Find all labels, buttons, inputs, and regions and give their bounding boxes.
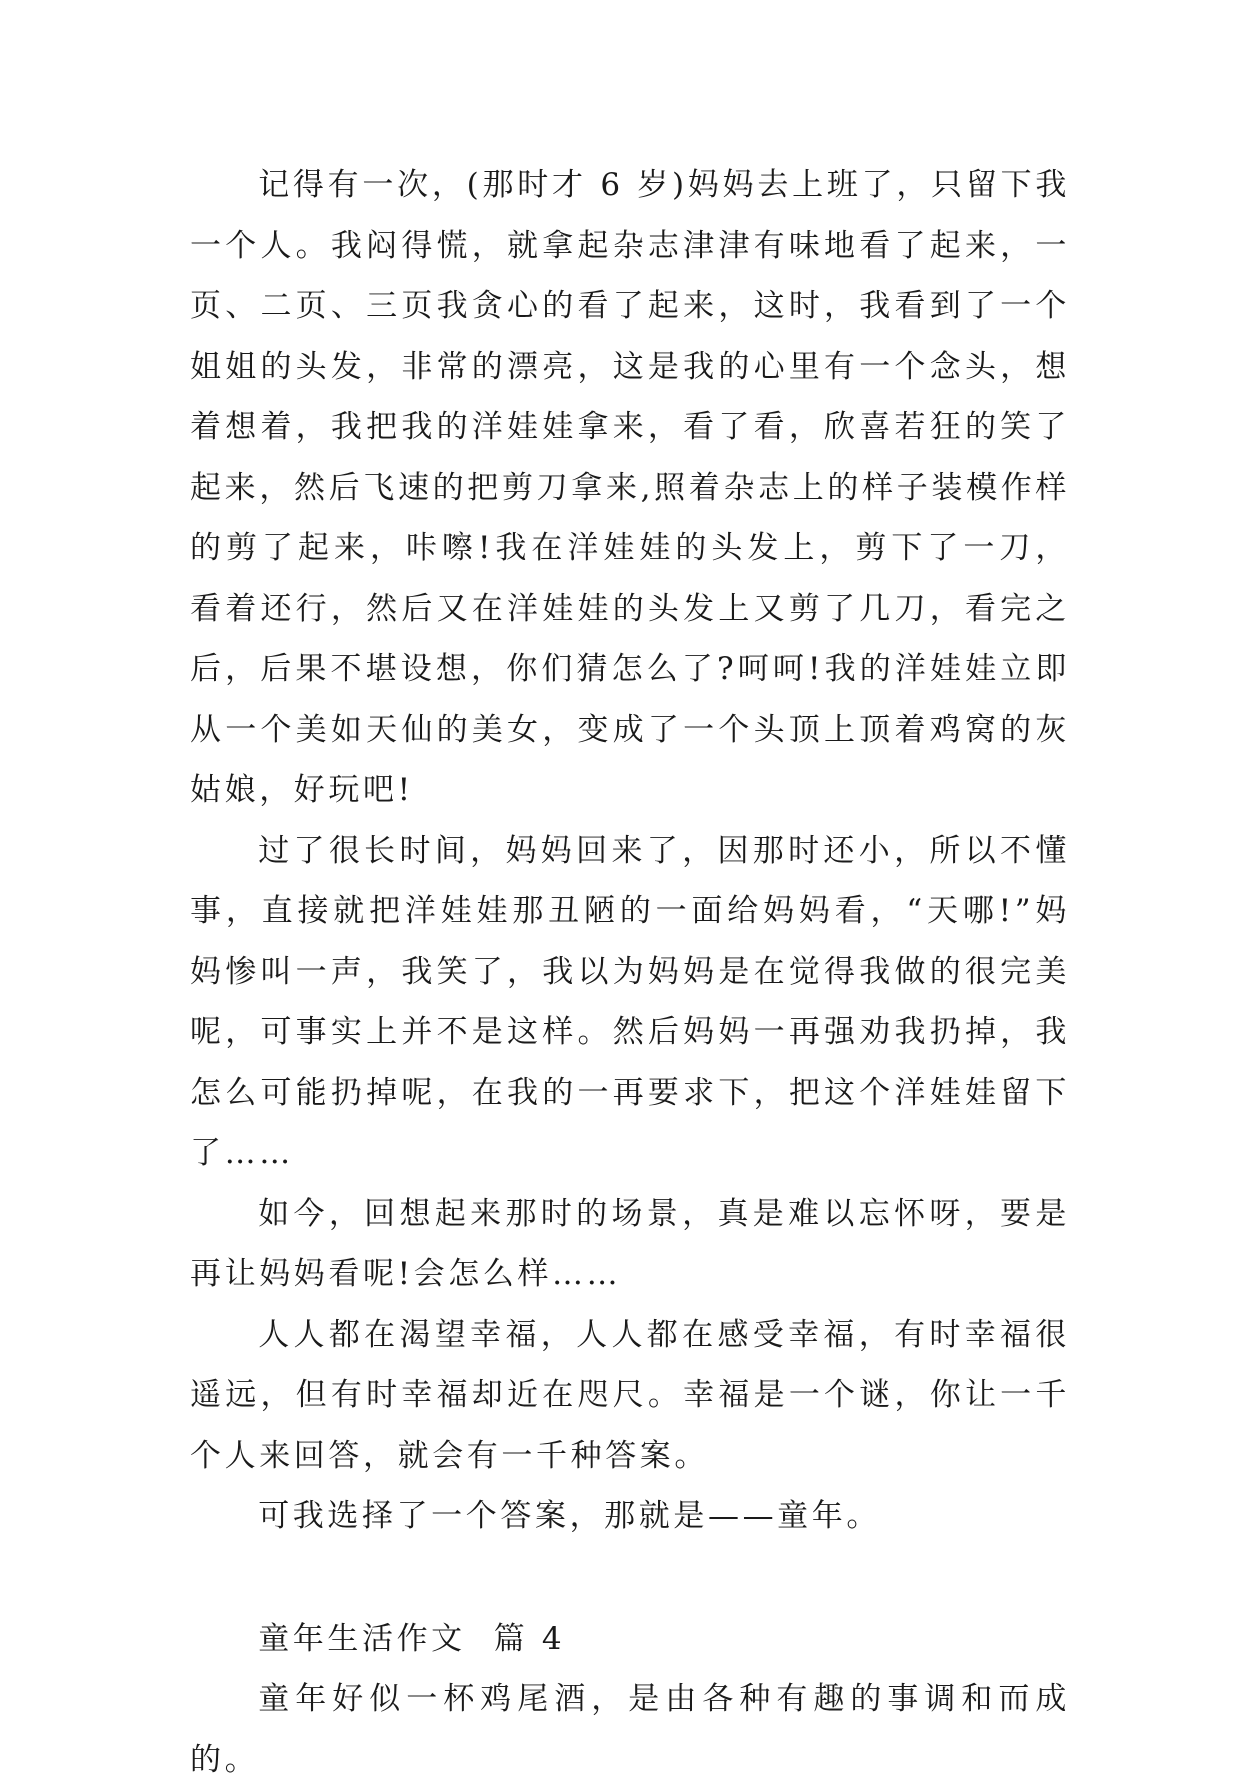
paragraph: 过了很长时间，妈妈回来了，因那时还小，所以不懂事，直接就把洋娃娃那丑陋的一面给妈妈看，“天哪!”妈妈惨叫一声，我笑了，我以为妈妈是在觉得我做的很完美呢，可事实上并不是这样。然后妈妈一再强劝我扔掉，我怎么可能扔掉呢，在我的一再要求下，把这个洋娃娃留下了…… (190, 832, 1070, 1171)
section-heading (190, 1609, 1070, 1670)
section-heading-title: 童年生活作文 (258, 1620, 466, 1657)
paragraph: 如今，回想起来那时的场景，真是难以忘怀呀，要是再让妈妈看呢!会怎么样…… (190, 1195, 1070, 1292)
section-heading-number: 篇 4 (493, 1620, 566, 1657)
paragraph: 可我选择了一个答案，那就是——童年。 (258, 1498, 881, 1534)
paragraph: 人人都在渴望幸福，人人都在感受幸福，有时幸福很遥远，但有时幸福却近在咫尺。幸福是一个谜，你让一千个人来回答，就会有一千种答案。 (190, 1316, 1070, 1474)
essay-body (190, 155, 1070, 1790)
paragraph: 童年好似一杯鸡尾酒，是由各种有趣的事调和而成的。 (190, 1681, 1070, 1778)
paragraph: 记得有一次，(那时才 6 岁)妈妈去上班了，只留下我一个人。我闷得慌，就拿起杂志津津有味地看了起来，一页、二页、三页我贪心的看了起来，这时，我看到了一个姐姐的头发，非常的漂亮，这是我的心里有一个念头，想着想着，我把我的洋娃娃拿来，看了看，欣喜若狂的笑了起来，然后飞速的把剪刀拿来,照着杂志上的样子装模作样的剪了起来，咔嚓!我在洋娃娃的头发上，剪下了一刀，看着还行，然后又在洋娃娃的头发上又剪了几刀，看完之后，后果不堪设想，你们猜怎么了?呵呵!我的洋娃娃立即从一个美如天仙的美女，变成了一个头顶上顶着鸡窝的灰姑娘，好玩吧! (190, 167, 1070, 808)
section-spacer (190, 1547, 1070, 1609)
